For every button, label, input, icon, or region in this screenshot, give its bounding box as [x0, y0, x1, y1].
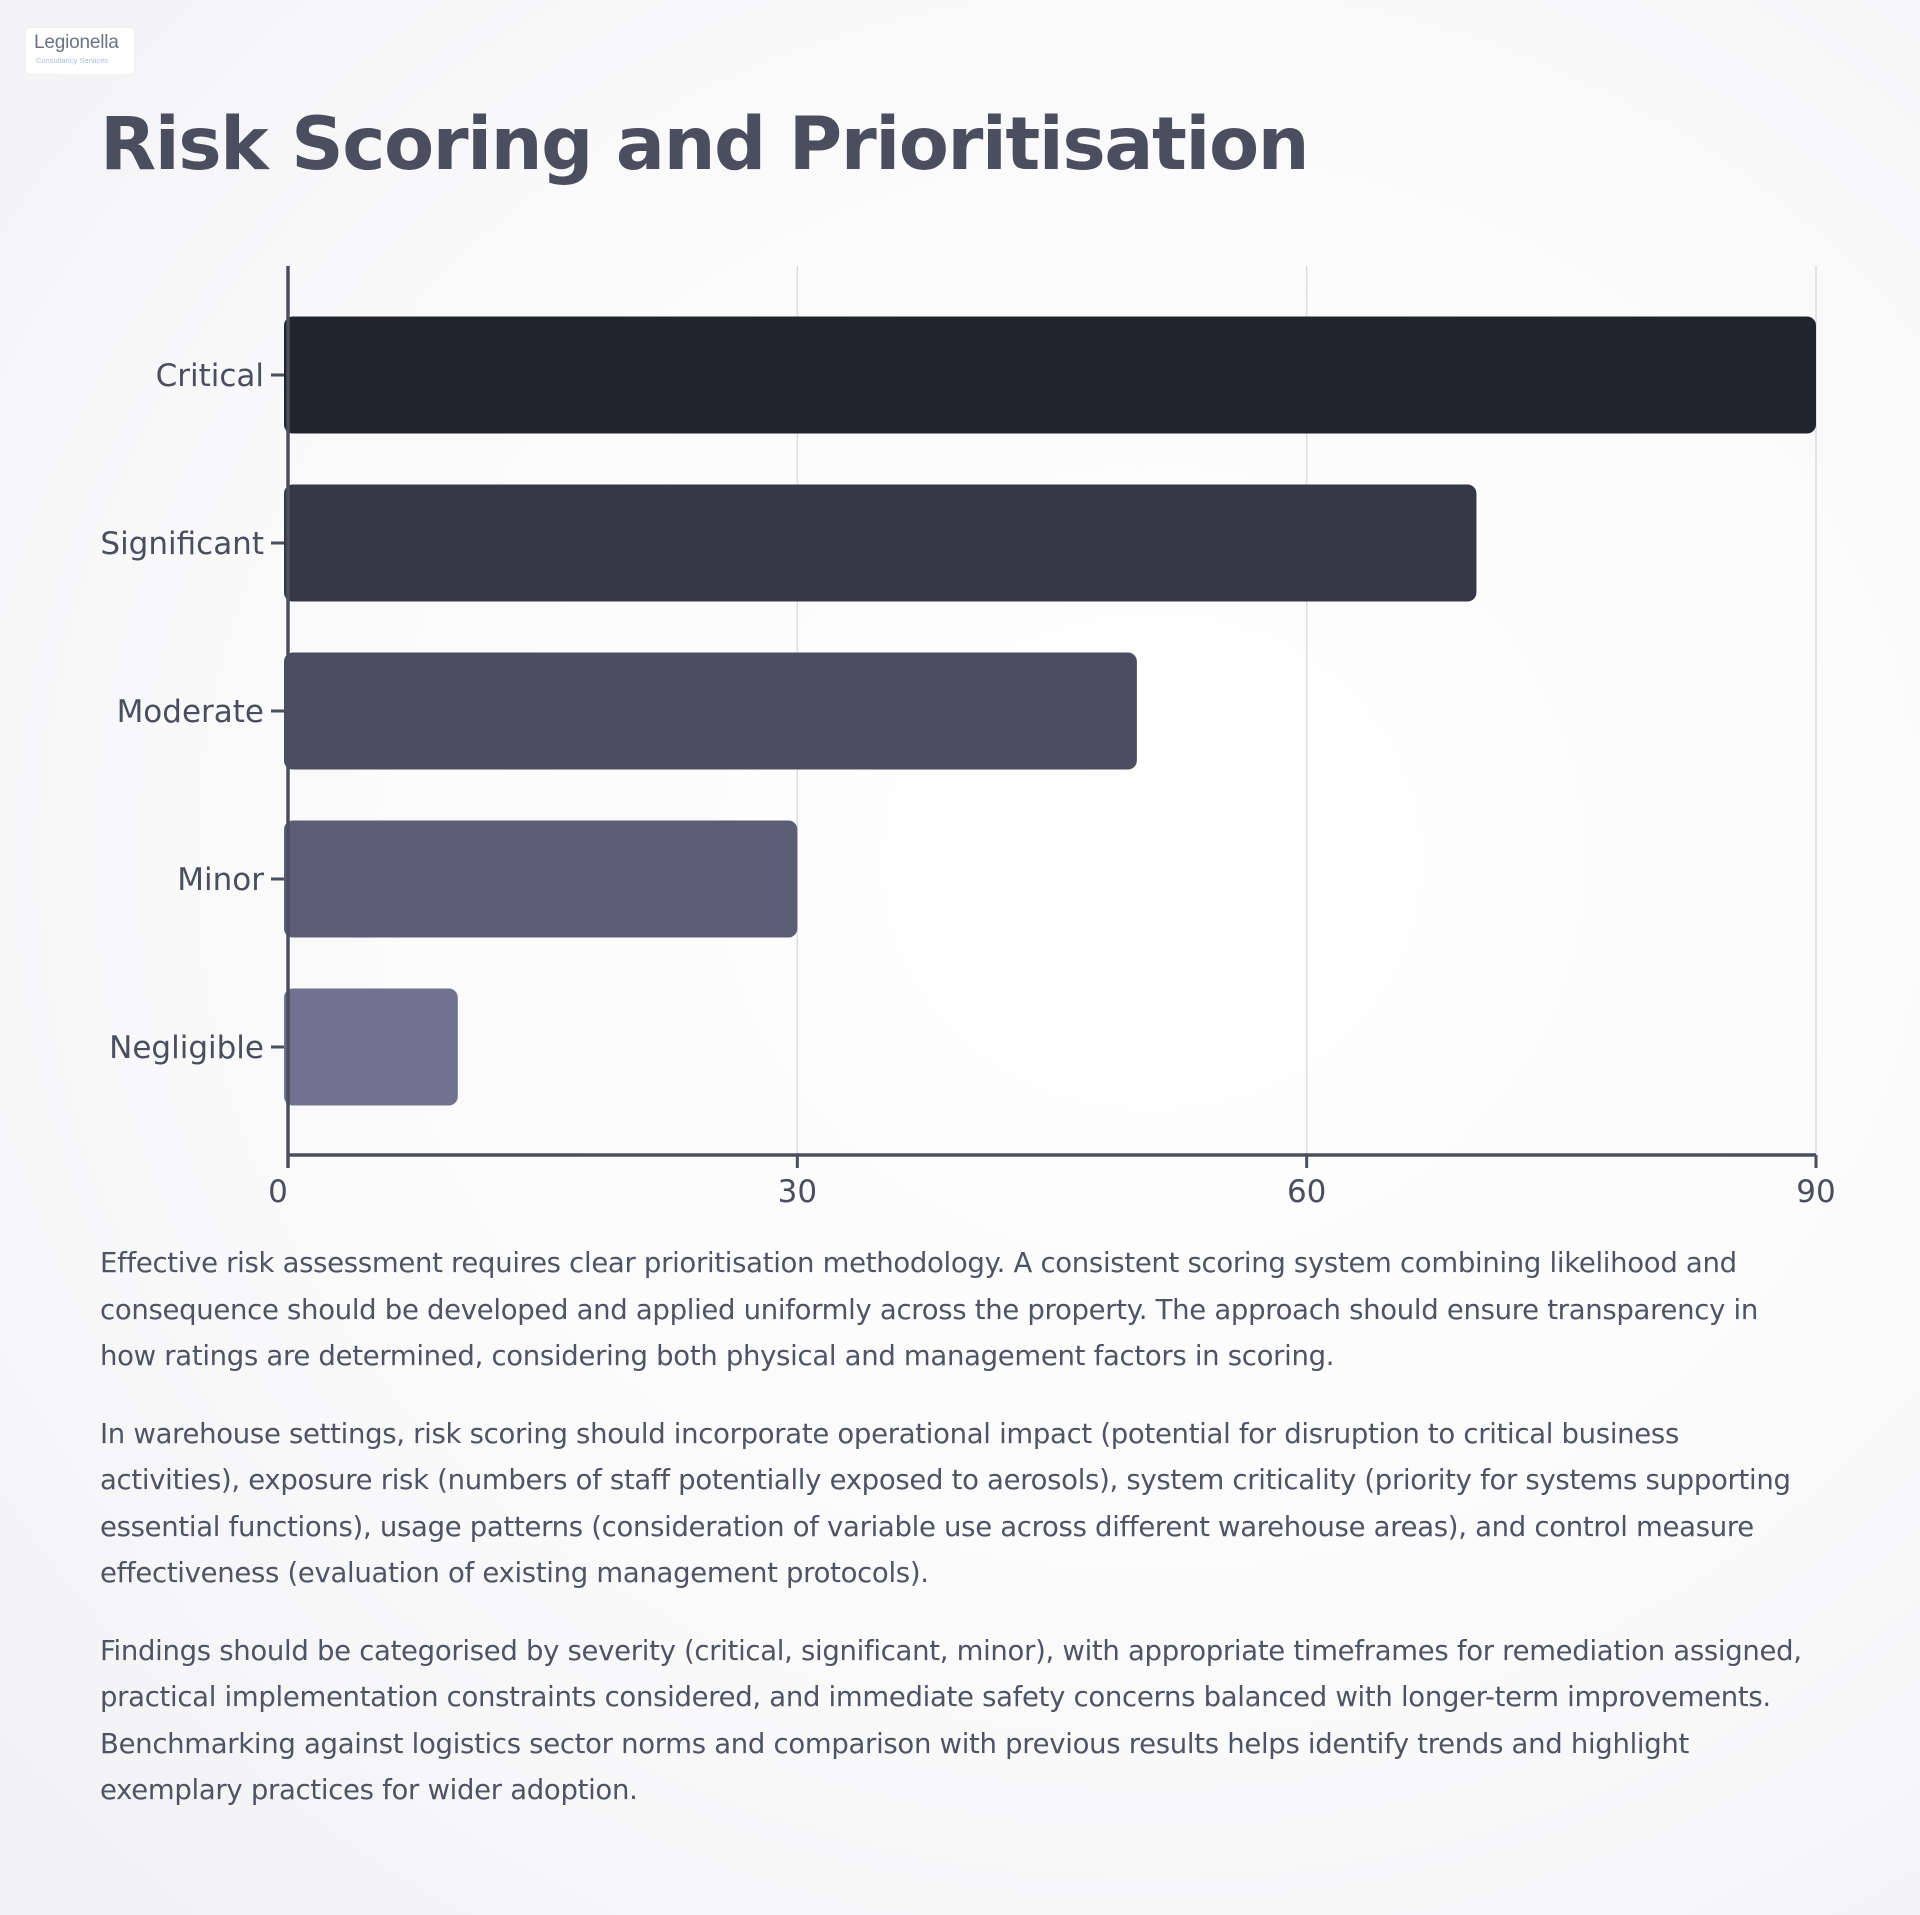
x-tick-label-1: 30: [777, 1174, 818, 1210]
y-tick-label-2: Moderate: [116, 694, 264, 730]
bar-critical: [284, 317, 1816, 434]
bar-minor: [284, 821, 797, 938]
body-text: [100, 1240, 1820, 1845]
bar-negligible: [284, 989, 458, 1106]
x-tick-label-2: 60: [1286, 1174, 1327, 1210]
x-tick-label-3: 90: [1796, 1174, 1836, 1210]
y-tick-label-3: Minor: [177, 862, 264, 898]
paragraph-1: Effective risk assessment requires clear prioritisation methodology. A consistent scoring system combining likelihood and consequence should be developed and applied uniformly across the property. The approach should ensure transparency in how ratings are determined, considering both physical and management factors in scoring.: [100, 1247, 1758, 1372]
y-tick-label-0: Critical: [155, 358, 264, 394]
x-tick-label-0: 0: [268, 1174, 288, 1210]
bar-significant: [284, 485, 1476, 602]
logo-name: Legionella: [34, 32, 119, 53]
logo-subtitle: Consultancy Services: [36, 56, 109, 65]
y-tick-label-4: Negligible: [109, 1030, 264, 1066]
page-title: Risk Scoring and Prioritisation: [100, 102, 1309, 187]
paragraph-3: Findings should be categorised by severity (critical, significant, minor), with appropriate timeframes for remediation assigned, practical implementation constraints considered, and immediate safety concerns balanced with longer-term improvements. Benchmarking against logistics sector norms and comparison with previous results helps identify trends and highlight exemplary practices for wider adoption.: [100, 1634, 1802, 1806]
paragraph-2: In warehouse settings, risk scoring should incorporate operational impact (potential for disruption to critical business activities), exposure risk (numbers of staff potentially exposed to aerosols), system criticality (priority for systems supporting essential functions), usage patterns (consideration of variable use across different warehouse areas), and control measure effectiveness (evaluation of existing management protocols).: [100, 1417, 1791, 1589]
y-tick-label-1: Significant: [100, 526, 264, 562]
bar-moderate: [284, 653, 1137, 770]
